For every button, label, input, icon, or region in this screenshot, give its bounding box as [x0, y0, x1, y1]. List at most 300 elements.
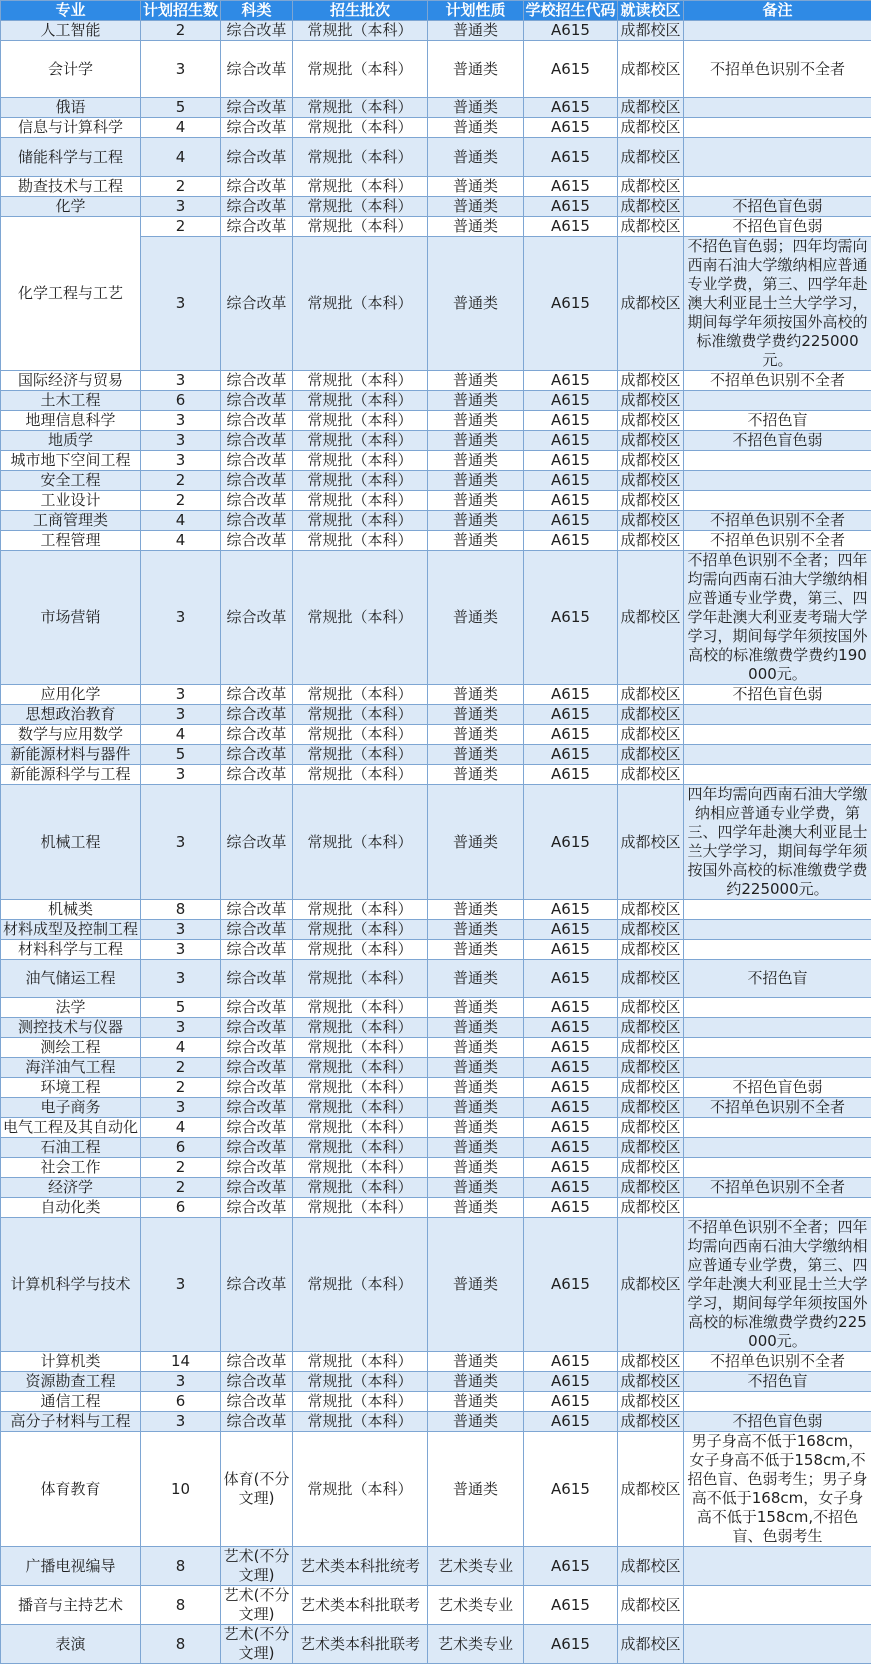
cell-batch: 常规批（本科）: [293, 98, 428, 118]
cell-campus: 成都校区: [618, 391, 684, 411]
cell-plan-nature: 普通类: [428, 960, 524, 998]
cell-remark: 不招单色识别不全者: [684, 371, 871, 391]
cell-campus: 成都校区: [618, 1412, 684, 1432]
cell-plan-nature: 普通类: [428, 998, 524, 1018]
cell-plan-count: 5: [141, 745, 221, 765]
cell-major: 石油工程: [1, 1138, 141, 1158]
table-row: [1, 1586, 871, 1625]
table-row: [1, 725, 871, 745]
cell-campus: 成都校区: [618, 1586, 684, 1625]
cell-major: 国际经济与贸易: [1, 371, 141, 391]
cell-school-code: A615: [524, 41, 618, 98]
cell-remark: [684, 1586, 871, 1625]
cell-batch: 常规批（本科）: [293, 940, 428, 960]
cell-plan-nature: 普通类: [428, 1178, 524, 1198]
cell-school-code: A615: [524, 705, 618, 725]
cell-category: 综合改革: [221, 1198, 293, 1218]
cell-plan-count: 4: [141, 118, 221, 138]
cell-category: 艺术(不分文理): [221, 1586, 293, 1625]
cell-plan-count: 2: [141, 491, 221, 511]
cell-major: 应用化学: [1, 685, 141, 705]
cell-category: 综合改革: [221, 940, 293, 960]
cell-major: 储能科学与工程: [1, 138, 141, 177]
cell-category: 综合改革: [221, 1392, 293, 1412]
cell-campus: 成都校区: [618, 725, 684, 745]
cell-plan-nature: 普通类: [428, 765, 524, 785]
cell-plan-count: 2: [141, 217, 221, 237]
cell-school-code: A615: [524, 118, 618, 138]
cell-remark: [684, 725, 871, 745]
cell-remark: 不招色盲色弱: [684, 431, 871, 451]
cell-batch: 艺术类本科批联考: [293, 1625, 428, 1664]
cell-school-code: A615: [524, 940, 618, 960]
table-row: [1, 1178, 871, 1198]
cell-remark: [684, 21, 871, 41]
table-row: [1, 531, 871, 551]
cell-major: 工业设计: [1, 491, 141, 511]
cell-plan-count: 3: [141, 431, 221, 451]
cell-plan-count: 3: [141, 960, 221, 998]
cell-category: 综合改革: [221, 411, 293, 431]
table-row: [1, 1218, 871, 1352]
cell-remark: 不招色盲色弱: [684, 685, 871, 705]
cell-remark: [684, 98, 871, 118]
cell-school-code: A615: [524, 725, 618, 745]
cell-school-code: A615: [524, 138, 618, 177]
cell-campus: 成都校区: [618, 98, 684, 118]
cell-remark: [684, 1018, 871, 1038]
cell-major: 广播电视编导: [1, 1547, 141, 1586]
cell-school-code: A615: [524, 765, 618, 785]
cell-category: 综合改革: [221, 551, 293, 685]
cell-category: 综合改革: [221, 491, 293, 511]
cell-batch: 常规批（本科）: [293, 1218, 428, 1352]
cell-plan-nature: 艺术类专业: [428, 1586, 524, 1625]
cell-school-code: A615: [524, 411, 618, 431]
cell-major: 社会工作: [1, 1158, 141, 1178]
cell-remark: [684, 451, 871, 471]
cell-batch: 常规批（本科）: [293, 765, 428, 785]
cell-category: 综合改革: [221, 371, 293, 391]
cell-major: 高分子材料与工程: [1, 1412, 141, 1432]
cell-major: 计算机类: [1, 1352, 141, 1372]
cell-batch: 常规批（本科）: [293, 1078, 428, 1098]
cell-plan-nature: 普通类: [428, 237, 524, 371]
cell-remark: [684, 391, 871, 411]
cell-remark: 男子身高不低于168cm，女子身高不低于158cm,不招色盲、色弱考生；男子身高不低于168cm，女子身高不低于158cm,不招色盲、色弱考生: [684, 1432, 871, 1547]
cell-category: 综合改革: [221, 391, 293, 411]
cell-remark: 不招单色识别不全者: [684, 511, 871, 531]
cell-major: 电子商务: [1, 1098, 141, 1118]
cell-major: 思想政治教育: [1, 705, 141, 725]
cell-category: 综合改革: [221, 98, 293, 118]
cell-plan-nature: 普通类: [428, 98, 524, 118]
cell-school-code: A615: [524, 1547, 618, 1586]
cell-plan-count: 6: [141, 1392, 221, 1412]
cell-remark: 不招单色识别不全者；四年均需向西南石油大学缴纳相应普通专业学费，第三、四学年赴澳大利亚昆士兰大学学习，期间每学年须按国外高校的标准缴费学费约225000元。: [684, 1218, 871, 1352]
cell-plan-nature: 普通类: [428, 1038, 524, 1058]
cell-batch: 常规批（本科）: [293, 1392, 428, 1412]
table-row: [1, 998, 871, 1018]
table-row: [1, 471, 871, 491]
cell-batch: 常规批（本科）: [293, 391, 428, 411]
cell-campus: 成都校区: [618, 1078, 684, 1098]
cell-remark: [684, 1198, 871, 1218]
cell-major: 化学工程与工艺: [1, 217, 141, 371]
cell-campus: 成都校区: [618, 471, 684, 491]
cell-major: 通信工程: [1, 1392, 141, 1412]
cell-plan-nature: 普通类: [428, 451, 524, 471]
cell-category: 综合改革: [221, 960, 293, 998]
cell-plan-nature: 普通类: [428, 1218, 524, 1352]
cell-batch: 常规批（本科）: [293, 138, 428, 177]
cell-category: 综合改革: [221, 1178, 293, 1198]
cell-major: 油气储运工程: [1, 960, 141, 998]
cell-plan-nature: 普通类: [428, 900, 524, 920]
cell-category: 综合改革: [221, 1372, 293, 1392]
cell-plan-nature: 普通类: [428, 138, 524, 177]
cell-school-code: A615: [524, 1038, 618, 1058]
cell-category: 综合改革: [221, 1218, 293, 1352]
cell-remark: 不招色盲色弱: [684, 1078, 871, 1098]
cell-plan-nature: 普通类: [428, 745, 524, 765]
cell-plan-count: 3: [141, 1018, 221, 1038]
cell-campus: 成都校区: [618, 900, 684, 920]
cell-batch: 常规批（本科）: [293, 21, 428, 41]
cell-plan-count: 14: [141, 1352, 221, 1372]
cell-plan-nature: 普通类: [428, 1118, 524, 1138]
cell-plan-nature: 普通类: [428, 531, 524, 551]
cell-campus: 成都校区: [618, 1178, 684, 1198]
cell-category: 综合改革: [221, 900, 293, 920]
cell-major: 环境工程: [1, 1078, 141, 1098]
cell-school-code: A615: [524, 1392, 618, 1412]
cell-remark: [684, 118, 871, 138]
cell-remark: 不招色盲色弱: [684, 197, 871, 217]
cell-major: 信息与计算科学: [1, 118, 141, 138]
table-row: [1, 705, 871, 725]
cell-category: 综合改革: [221, 177, 293, 197]
table-row: [1, 745, 871, 765]
cell-major: 测控技术与仪器: [1, 1018, 141, 1038]
cell-category: 综合改革: [221, 1158, 293, 1178]
cell-major: 经济学: [1, 1178, 141, 1198]
table-row: [1, 491, 871, 511]
cell-batch: 常规批（本科）: [293, 411, 428, 431]
cell-plan-count: 3: [141, 371, 221, 391]
cell-campus: 成都校区: [618, 1625, 684, 1664]
cell-batch: 常规批（本科）: [293, 237, 428, 371]
cell-major: 工程管理: [1, 531, 141, 551]
cell-plan-count: 3: [141, 551, 221, 685]
cell-plan-nature: 普通类: [428, 431, 524, 451]
cell-school-code: A615: [524, 920, 618, 940]
table-row: [1, 900, 871, 920]
cell-school-code: A615: [524, 431, 618, 451]
cell-remark: 不招色盲色弱: [684, 217, 871, 237]
cell-school-code: A615: [524, 1625, 618, 1664]
cell-plan-nature: 普通类: [428, 371, 524, 391]
cell-remark: [684, 1138, 871, 1158]
cell-plan-count: 3: [141, 705, 221, 725]
table-row: [1, 1098, 871, 1118]
cell-campus: 成都校区: [618, 1392, 684, 1412]
cell-plan-count: 5: [141, 98, 221, 118]
cell-batch: 常规批（本科）: [293, 371, 428, 391]
cell-major: 市场营销: [1, 551, 141, 685]
cell-category: 综合改革: [221, 471, 293, 491]
cell-school-code: A615: [524, 1118, 618, 1138]
cell-school-code: A615: [524, 237, 618, 371]
table-row: [1, 1625, 871, 1664]
cell-category: 综合改革: [221, 531, 293, 551]
cell-category: 综合改革: [221, 1078, 293, 1098]
cell-batch: 常规批（本科）: [293, 1098, 428, 1118]
cell-school-code: A615: [524, 1372, 618, 1392]
cell-remark: [684, 705, 871, 725]
cell-remark: 不招色盲色弱: [684, 1412, 871, 1432]
cell-category: 综合改革: [221, 1018, 293, 1038]
cell-batch: 常规批（本科）: [293, 511, 428, 531]
cell-campus: 成都校区: [618, 371, 684, 391]
table-row: [1, 1058, 871, 1078]
cell-school-code: A615: [524, 1432, 618, 1547]
cell-major: 材料科学与工程: [1, 940, 141, 960]
cell-plan-count: 8: [141, 1586, 221, 1625]
cell-batch: 常规批（本科）: [293, 551, 428, 685]
cell-batch: 常规批（本科）: [293, 998, 428, 1018]
cell-plan-nature: 普通类: [428, 725, 524, 745]
cell-campus: 成都校区: [618, 940, 684, 960]
table-row: [1, 1352, 871, 1372]
cell-plan-nature: 普通类: [428, 1432, 524, 1547]
cell-batch: 艺术类本科批统考: [293, 1547, 428, 1586]
header-campus: 就读校区: [618, 1, 684, 21]
cell-major: 材料成型及控制工程: [1, 920, 141, 940]
header-batch: 招生批次: [293, 1, 428, 21]
table-row: [1, 1118, 871, 1138]
cell-batch: 常规批（本科）: [293, 177, 428, 197]
cell-campus: 成都校区: [618, 411, 684, 431]
cell-batch: 常规批（本科）: [293, 745, 428, 765]
cell-batch: 艺术类本科批联考: [293, 1586, 428, 1625]
cell-remark: 不招单色识别不全者: [684, 41, 871, 98]
cell-school-code: A615: [524, 1098, 618, 1118]
cell-campus: 成都校区: [618, 21, 684, 41]
cell-plan-count: 8: [141, 1547, 221, 1586]
cell-campus: 成都校区: [618, 1432, 684, 1547]
cell-major: 表演: [1, 1625, 141, 1664]
cell-remark: [684, 177, 871, 197]
cell-plan-count: 2: [141, 1078, 221, 1098]
header-category: 科类: [221, 1, 293, 21]
cell-school-code: A615: [524, 531, 618, 551]
cell-plan-count: 5: [141, 998, 221, 1018]
cell-major: 会计学: [1, 41, 141, 98]
cell-category: 综合改革: [221, 725, 293, 745]
cell-school-code: A615: [524, 451, 618, 471]
cell-batch: 常规批（本科）: [293, 1198, 428, 1218]
cell-plan-nature: 普通类: [428, 1412, 524, 1432]
table-row: [1, 21, 871, 41]
cell-plan-nature: 普通类: [428, 1138, 524, 1158]
cell-campus: 成都校区: [618, 1098, 684, 1118]
cell-campus: 成都校区: [618, 1138, 684, 1158]
cell-school-code: A615: [524, 491, 618, 511]
table-row: [1, 1158, 871, 1178]
cell-category: 综合改革: [221, 1118, 293, 1138]
cell-campus: 成都校区: [618, 41, 684, 98]
table-row: [1, 431, 871, 451]
cell-campus: 成都校区: [618, 531, 684, 551]
cell-batch: 常规批（本科）: [293, 705, 428, 725]
cell-category: 综合改革: [221, 1138, 293, 1158]
cell-major: 地质学: [1, 431, 141, 451]
cell-plan-nature: 普通类: [428, 511, 524, 531]
cell-batch: 常规批（本科）: [293, 685, 428, 705]
cell-batch: 常规批（本科）: [293, 41, 428, 98]
cell-major: 工商管理类: [1, 511, 141, 531]
cell-remark: [684, 940, 871, 960]
cell-school-code: A615: [524, 21, 618, 41]
cell-plan-count: 6: [141, 391, 221, 411]
cell-plan-nature: 普通类: [428, 685, 524, 705]
cell-batch: 常规批（本科）: [293, 1158, 428, 1178]
cell-category: 综合改革: [221, 138, 293, 177]
cell-school-code: A615: [524, 1078, 618, 1098]
cell-school-code: A615: [524, 685, 618, 705]
table-row: [1, 371, 871, 391]
cell-school-code: A615: [524, 1158, 618, 1178]
cell-plan-nature: 艺术类专业: [428, 1547, 524, 1586]
table-row: [1, 1372, 871, 1392]
cell-campus: 成都校区: [618, 705, 684, 725]
cell-school-code: A615: [524, 1352, 618, 1372]
cell-plan-count: 4: [141, 511, 221, 531]
cell-plan-count: 3: [141, 237, 221, 371]
cell-plan-count: 2: [141, 1058, 221, 1078]
table-row: [1, 940, 871, 960]
cell-school-code: A615: [524, 551, 618, 685]
cell-campus: 成都校区: [618, 685, 684, 705]
cell-category: 综合改革: [221, 451, 293, 471]
cell-school-code: A615: [524, 197, 618, 217]
cell-campus: 成都校区: [618, 237, 684, 371]
table-row: [1, 391, 871, 411]
cell-batch: 常规批（本科）: [293, 531, 428, 551]
cell-major: 播音与主持艺术: [1, 1586, 141, 1625]
cell-campus: 成都校区: [618, 431, 684, 451]
cell-remark: 四年均需向西南石油大学缴纳相应普通专业学费，第三、四学年赴澳大利亚昆士兰大学学习，期间每学年须按国外高校的标准缴费学费约225000元。: [684, 785, 871, 900]
cell-category: 综合改革: [221, 511, 293, 531]
cell-campus: 成都校区: [618, 765, 684, 785]
cell-school-code: A615: [524, 371, 618, 391]
cell-category: 综合改革: [221, 765, 293, 785]
cell-plan-count: 3: [141, 685, 221, 705]
table-row: [1, 685, 871, 705]
cell-major: 海洋油气工程: [1, 1058, 141, 1078]
cell-major: 勘查技术与工程: [1, 177, 141, 197]
cell-plan-nature: 普通类: [428, 920, 524, 940]
cell-category: 综合改革: [221, 685, 293, 705]
table-row: [1, 177, 871, 197]
cell-major: 机械工程: [1, 785, 141, 900]
cell-school-code: A615: [524, 177, 618, 197]
table-row: [1, 41, 871, 98]
table-row: [1, 118, 871, 138]
cell-plan-count: 3: [141, 785, 221, 900]
cell-remark: [684, 138, 871, 177]
cell-campus: 成都校区: [618, 960, 684, 998]
cell-plan-nature: 普通类: [428, 1078, 524, 1098]
cell-school-code: A615: [524, 900, 618, 920]
table-row: [1, 920, 871, 940]
cell-remark: [684, 1058, 871, 1078]
cell-plan-count: 6: [141, 1198, 221, 1218]
cell-plan-nature: 普通类: [428, 940, 524, 960]
cell-campus: 成都校区: [618, 511, 684, 531]
cell-batch: 常规批（本科）: [293, 1018, 428, 1038]
cell-school-code: A615: [524, 1058, 618, 1078]
cell-major: 计算机科学与技术: [1, 1218, 141, 1352]
table-row: [1, 1138, 871, 1158]
cell-category: 艺术(不分文理): [221, 1547, 293, 1586]
cell-category: 综合改革: [221, 237, 293, 371]
cell-major: 土木工程: [1, 391, 141, 411]
cell-plan-nature: 普通类: [428, 1198, 524, 1218]
cell-category: 综合改革: [221, 705, 293, 725]
cell-category: 艺术(不分文理): [221, 1625, 293, 1664]
cell-batch: 常规批（本科）: [293, 725, 428, 745]
cell-school-code: A615: [524, 1178, 618, 1198]
cell-batch: 常规批（本科）: [293, 900, 428, 920]
table-row: [1, 551, 871, 685]
cell-campus: 成都校区: [618, 1158, 684, 1178]
cell-major: 电气工程及其自动化: [1, 1118, 141, 1138]
cell-plan-nature: 普通类: [428, 21, 524, 41]
cell-plan-count: 2: [141, 21, 221, 41]
cell-batch: 常规批（本科）: [293, 785, 428, 900]
cell-campus: 成都校区: [618, 785, 684, 900]
cell-batch: 常规批（本科）: [293, 197, 428, 217]
table-row: [1, 411, 871, 431]
table-row: [1, 960, 871, 998]
table-row: [1, 217, 871, 237]
cell-category: 综合改革: [221, 1352, 293, 1372]
cell-batch: 常规批（本科）: [293, 1058, 428, 1078]
cell-plan-nature: 普通类: [428, 197, 524, 217]
cell-school-code: A615: [524, 1218, 618, 1352]
cell-plan-count: 10: [141, 1432, 221, 1547]
cell-campus: 成都校区: [618, 217, 684, 237]
cell-remark: [684, 1038, 871, 1058]
cell-plan-count: 8: [141, 1625, 221, 1664]
cell-category: 综合改革: [221, 1098, 293, 1118]
cell-plan-nature: 普通类: [428, 41, 524, 98]
cell-category: 综合改革: [221, 21, 293, 41]
table-row: [1, 451, 871, 471]
cell-major: 新能源科学与工程: [1, 765, 141, 785]
cell-remark: 不招色盲: [684, 411, 871, 431]
cell-major: 俄语: [1, 98, 141, 118]
cell-campus: 成都校区: [618, 551, 684, 685]
cell-remark: 不招色盲: [684, 960, 871, 998]
cell-campus: 成都校区: [618, 1118, 684, 1138]
cell-plan-nature: 普通类: [428, 785, 524, 900]
cell-remark: 不招色盲: [684, 1372, 871, 1392]
cell-plan-count: 4: [141, 531, 221, 551]
cell-school-code: A615: [524, 1138, 618, 1158]
